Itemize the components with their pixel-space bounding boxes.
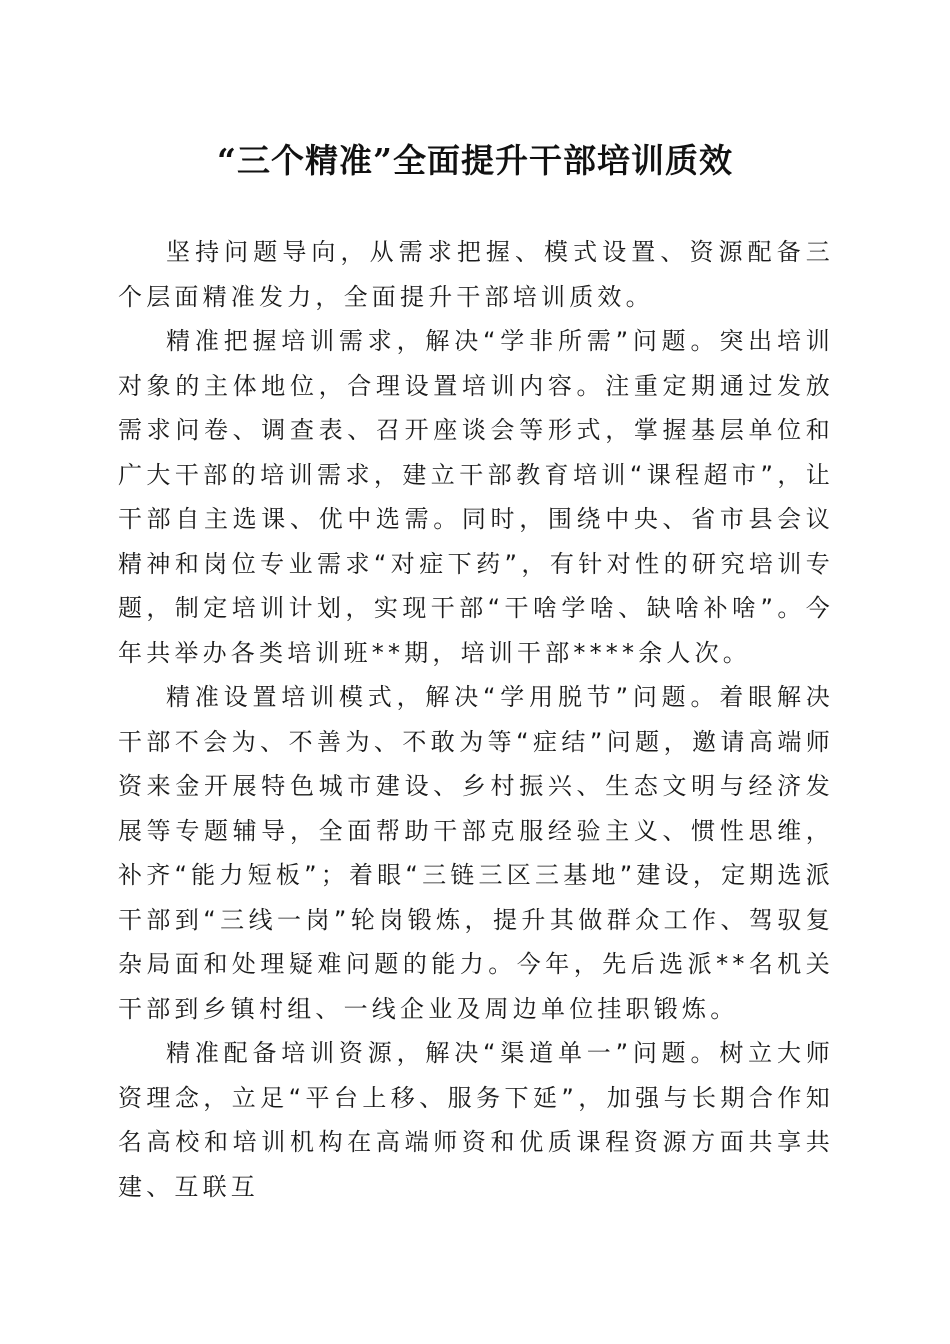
paragraph-training-needs: 精准把握培训需求，解决“学非所需”问题。突出培训对象的主体地位，合理设置培训内容。注重定期通过发放需求问卷、调查表、召开座谈会等形式，掌握基层单位和广大干部的培训需求，建立干部教育培训“课程超市”，让干部自主选课、优中选需。同时，围绕中央、省市县会议精神和岗位专业需求“对症下药”，有针对性的研究培训专题，制定培训计划，实现干部“干啥学啥、缺啥补啥”。今年共举办各类培训班**期，培训干部****余人次。	[118, 327, 834, 667]
document-title: “三个精准”全面提升干部培训质效	[217, 141, 733, 180]
document-body	[118, 230, 834, 1209]
paragraph-training-resources: 精准配备培训资源，解决“渠道单一”问题。树立大师资理念，立足“平台上移、服务下延”，加强与长期合作知名高校和培训机构在高端师资和优质课程资源方面共享共建、互联互	[118, 1039, 834, 1201]
paragraph-intro: 坚持问题导向，从需求把握、模式设置、资源配备三个层面精准发力，全面提升干部培训质效。	[118, 238, 834, 311]
paragraph-training-mode: 精准设置培训模式，解决“学用脱节”问题。着眼解决干部不会为、不善为、不敢为等“症结”问题，邀请高端师资来金开展特色城市建设、乡村振兴、生态文明与经济发展等专题辅导，全面帮助干部克服经验主义、惯性思维，补齐“能力短板”；着眼“三链三区三基地”建设，定期选派干部到“三线一岗”轮岗锻炼，提升其做群众工作、驾驭复杂局面和处理疑难问题的能力。今年，先后选派**名机关干部到乡镇村组、一线企业及周边单位挂职锻炼。	[118, 683, 834, 1023]
